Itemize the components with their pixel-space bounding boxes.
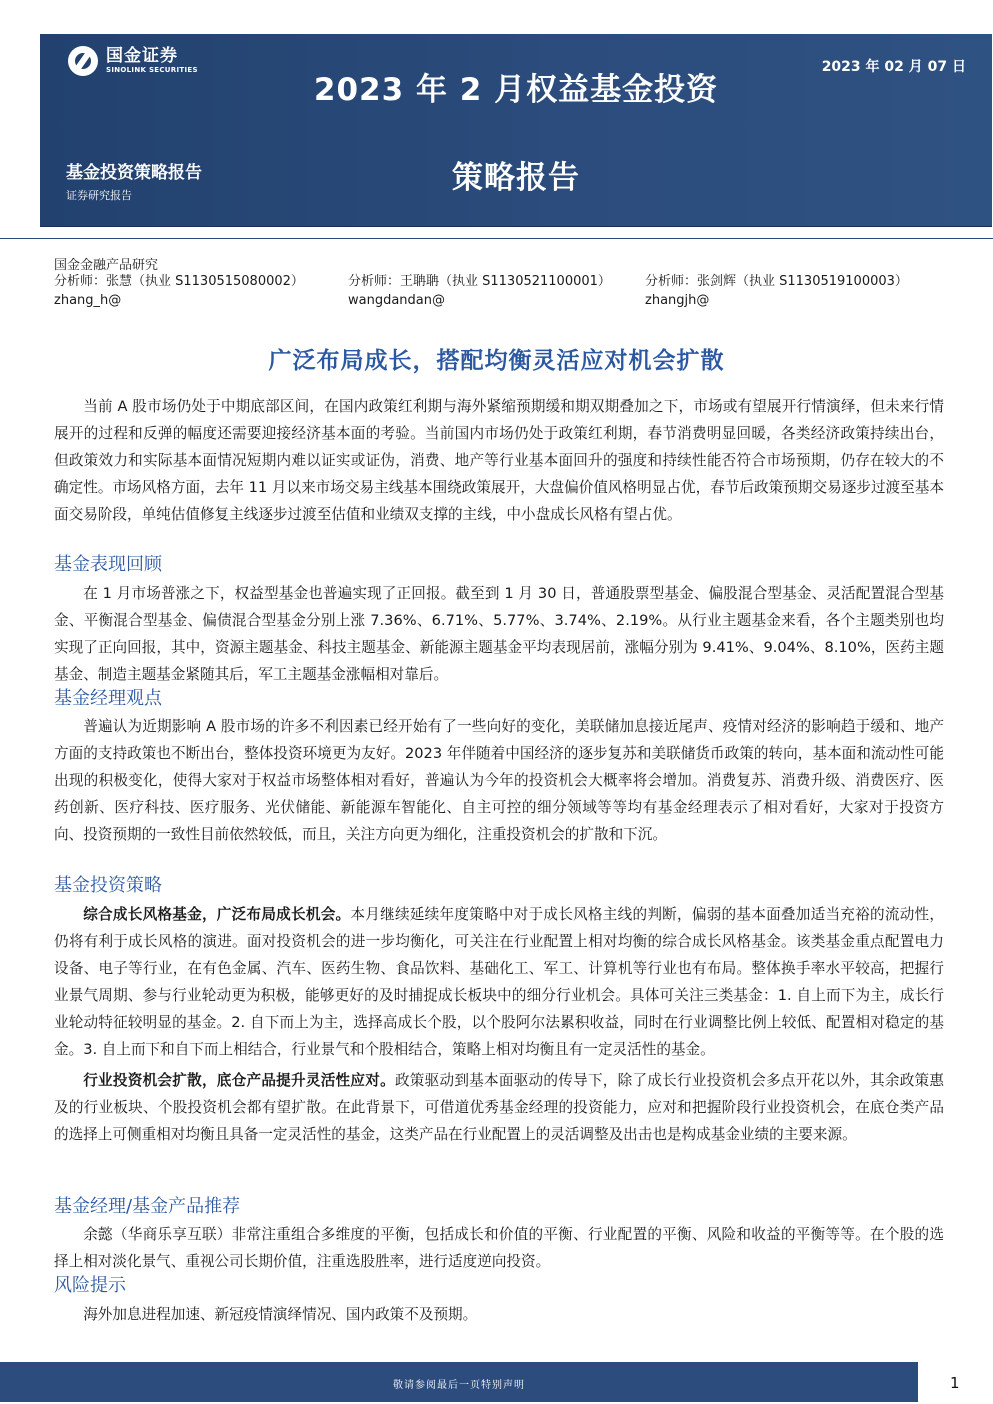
recommend-paragraph: 余懿（华商乐享互联）非常注重组合多维度的平衡，包括成长和价值的平衡、行业配置的平衡、风险和收益的平衡等等。在个股的选择上相对淡化景气、重视公司长期价值，注重选股胜率，进行适度逆向投资。 [54,1226,944,1270]
strategy-text-2: 政策驱动到基本面驱动的传导下，除了成长行业投资机会多点开花以外，其余政策惠及的行业板块、个股投资机会都有望扩散。在此背景下，可借道优秀基金经理的投资能力，应对和把握阶段行业投资机会，在底仓类产品的选择上可侧重相对均衡且具备一定灵活性的基金，这类产品在行业配置上的灵活调整及出击也是构成基金业绩的主要来源。 [54,1072,944,1143]
performance-section [54,580,944,688]
recommend-section [54,1221,944,1275]
research-org: 国金金融产品研究 [54,258,159,273]
page-number: 1 [950,1374,960,1392]
section-title-strategy: 基金投资策略 [54,875,162,896]
report-subtype: 证券研究报告 [66,189,132,202]
section-title-risk: 风险提示 [54,1275,126,1296]
intro-paragraph: 当前 A 股市场仍处于中期底部区间，在国内政策红利期与海外紧缩预期缓和期双期叠加之下，市场或有望展开行情演绎，但未来行情展开的过程和反弹的幅度还需要迎接经济基本面的考验。当前国内市场仍处于政策红利期，春节消费明显回暖，各类经济政策持续出台，但政策效力和实际基本面情况短期内难以证实或证伪，消费、地产等行业基本面回升的强度和持续性能否符合市场预期，仍存在较大的不确定性。市场风格方面，去年 11 月以来市场交易主线基本围绕政策展开，大盘偏价值风格明显占优，春节后政策预期交易逐步过渡至基本面交易阶段，单纯估值修复主线逐步过渡至估值和业绩双支撑的主线，中小盘成长风格有望占优。 [54,398,944,523]
analyst-email: zhangjh@ [645,293,710,308]
logo-text-en: SINOLINK SECURITIES [106,66,198,74]
intro-section [54,393,944,528]
analyst-name: 分析师：张剑辉（执业 S1130519100003） [645,274,908,289]
analyst-name: 分析师：王聃聃（执业 S1130521100001） [348,274,611,289]
report-title-line2: 策略报告 [452,160,580,196]
footer-notice: 敬请参阅最后一页特别声明 [393,1380,525,1391]
strategy-section [54,901,944,1148]
strategy-lead-1: 综合成长风格基金，广泛布局成长机会。 [83,906,351,923]
strategy-lead-2: 行业投资机会扩散，底仓产品提升灵活性应对。 [83,1072,395,1089]
analyst-name: 分析师：张慧（执业 S1130515080002） [54,274,304,289]
risk-paragraph: 海外加息进程加速、新冠疫情演绎情况、国内政策不及预期。 [83,1306,478,1323]
section-title-manager-view: 基金经理观点 [54,688,162,709]
analyst-email: wangdandan@ [348,293,446,308]
report-date: 2023 年 02 月 07 日 [821,59,966,75]
strategy-paragraph-1 [54,901,944,1063]
risk-section [54,1301,944,1328]
report-title-line1: 2023 年 2 月权益基金投资 [313,72,719,108]
strategy-paragraph-2 [54,1067,944,1148]
logo-text-cn: 国金证券 [106,46,178,66]
section-title-recommend: 基金经理/基金产品推荐 [54,1196,241,1217]
header-banner [40,34,992,227]
strategy-text-1: 本月继续延续年度策略中对于成长风格主线的判断，偏弱的基本面叠加适当充裕的流动性，仍将有利于成长风格的演进。面对投资机会的进一步均衡化，可关注在行业配置上相对均衡的综合成长风格基金。该类基金重点配置电力设备、电子等行业，在有色金属、汽车、医药生物、食品饮料、基础化工、军工、计算机等行业也有布局。整体换手率水平较高，把握行业景气周期、参与行业轮动更为积极，能够更好的及时捕捉成长板块中的细分行业机会。具体可关注三类基金：1. 自上而下为主，成长行业轮动特征较明显的基金。2. 自下而上为主，选择高成长个股，以个股阿尔法累积收益，同时在行业调整比例上较低、配置相对稳定的基金。3. 自上而下和自下而上相结合，行业景气和个股相结合，策略上相对均衡且有一定灵活性的基金。 [54,906,944,1058]
analyst-2 [348,272,611,310]
report-type: 基金投资策略报告 [66,163,202,183]
analyst-3 [645,272,908,310]
analyst-1 [54,272,304,310]
manager-view-section [54,713,944,848]
manager-view-paragraph: 普遍认为近期影响 A 股市场的许多不利因素已经开始有了一些向好的变化，美联储加息接近尾声、疫情对经济的影响趋于缓和、地产方面的支持政策也不断出台，整体投资环境更为友好。2023 年伴随着中国经济的逐步复苏和美联储货币政策的转向，基本面和流动性可能出现的积极变化，使得大家对于权益市场整体相对看好，普遍认为今年的投资机会大概率将会增加。消费复苏、消费升级、消费医疗、医药创新、医疗科技、医疗服务、光伏储能、新能源车智能化、自主可控的细分领域等等均有基金经理表示了相对看好，大家对于投资方向、投资预期的一致性目前依然较低，而且，关注方向更为细化，注重投资机会的扩散和下沉。 [54,718,944,843]
analyst-email: zhang_h@ [54,293,122,308]
report-headline: 广泛布局成长，搭配均衡灵活应对机会扩散 [268,348,725,374]
performance-paragraph: 在 1 月市场普涨之下，权益型基金也普遍实现了正回报。截至到 1 月 30 日，普通股票型基金、偏股混合型基金、灵活配置混合型基金、平衡混合型基金、偏债混合型基金分别上涨 7.36%、6.71%、5.77%、3.74%、2.19%。从行业主题基金来看，各个主题类别也均实现了正向回报，其中，资源主题基金、科技主题基金、新能源主题基金平均表现居前，涨幅分别为 9.41%、9.04%、8.10%，医药主题基金、制造主题基金紧随其后，军工主题基金涨幅相对靠后。 [54,585,944,683]
header-divider [0,238,993,239]
section-title-performance: 基金表现回顾 [54,554,162,575]
